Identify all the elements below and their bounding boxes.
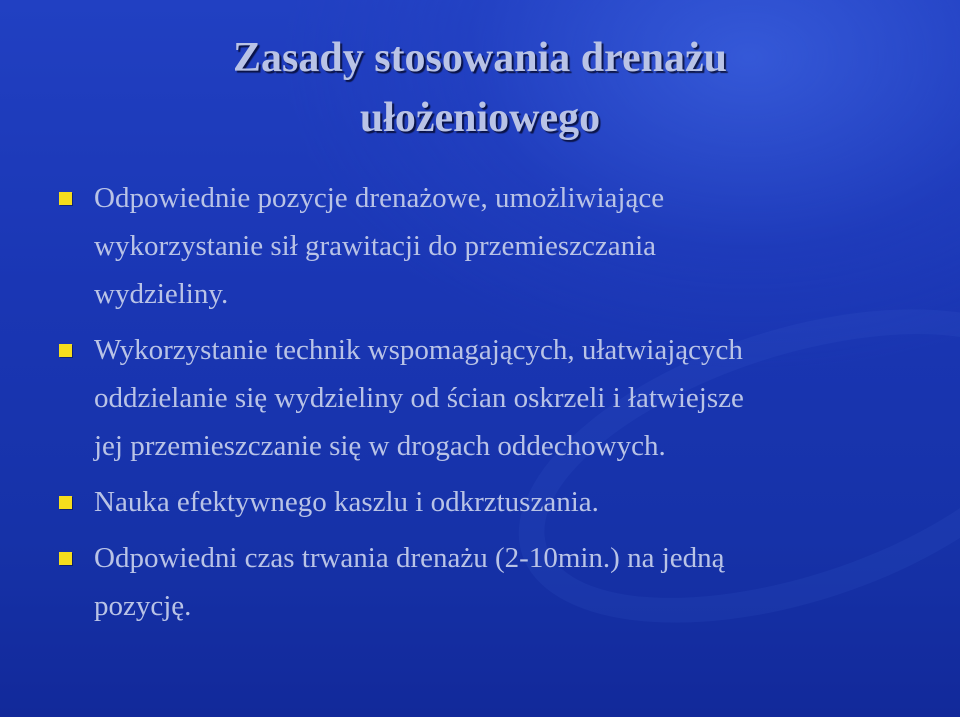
bullet-text-line: jej przemieszczanie się w drogach oddechowych. [94,430,666,462]
bullet-text-line: oddzielanie się wydzieliny od ścian oskrzeli i łatwiejsze [94,382,744,414]
square-bullet-icon [59,552,72,565]
bullet-text-line: Nauka efektywnego kaszlu i odkrztuszania. [94,486,599,518]
bullet-item-drainage-positions [0,174,960,318]
bullet-item-drainage-duration [0,534,960,630]
bullet-item-cough-training [0,478,960,526]
bullet-text-line: wydzieliny. [94,278,229,310]
square-bullet-icon [59,496,72,509]
bullet-text-line: Odpowiedni czas trwania drenażu (2-10min.) na jedną [94,542,725,574]
bullet-text-line: wykorzystanie sił grawitacji do przemieszczania [94,230,657,262]
bullet-item-supporting-techniques [0,326,960,470]
slide-title-line-2: ułożeniowego [359,95,601,141]
bullet-text-line: pozycję. [94,590,192,622]
square-bullet-icon [59,344,72,357]
square-bullet-icon [59,192,72,205]
bullet-text-line: Wykorzystanie technik wspomagających, ułatwiających [94,334,743,366]
bullet-text-line: Odpowiednie pozycje drenażowe, umożliwiające [94,182,665,214]
bullet-list [0,174,960,638]
slide-title [0,28,960,148]
slide-title-line-1: Zasady stosowania drenażu [233,35,727,81]
